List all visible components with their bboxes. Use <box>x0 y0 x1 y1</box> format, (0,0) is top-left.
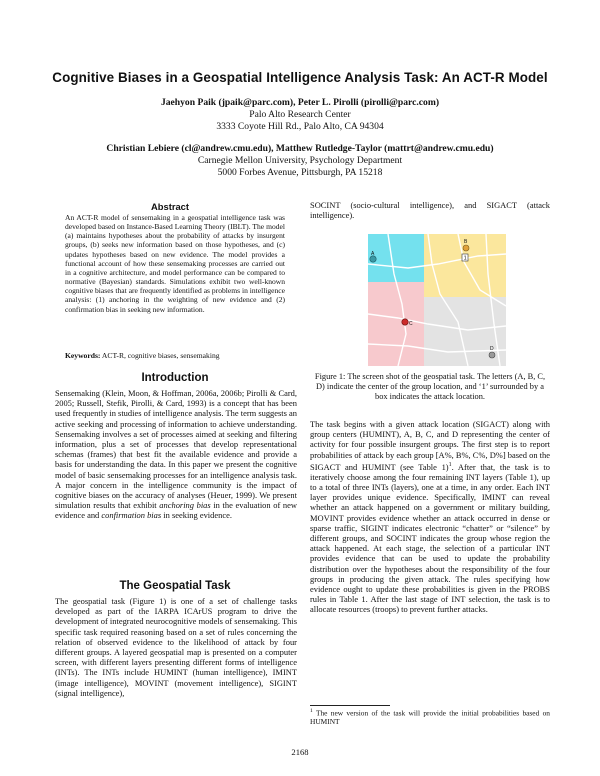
abstract-heading: Abstract <box>150 201 190 212</box>
affiliation-1-line-2: 3333 Coyote Hill Rd., Palo Alto, CA 94304 <box>216 121 384 132</box>
footnote <box>310 707 550 726</box>
footnote-text: The new version of the task will provide the initial probabilities based on HUMINT <box>310 708 550 727</box>
intro-text-a: Sensemaking (Klein, Moon, & Hoffman, 2006a, 2006b; Pirolli & Card, 2005; Russell, Stefik, Pirolli, & Card, 1993) is a concept that has been used frequently in studies of intelligence analysis. The term suggests an active seeking and processing of information to achieve understanding. Sensemaking involves a set of processes aimed at seeking and filtering information, plus a set of processes that develop representational schemas (frames) that best fit the available evidence and provide a basis for understanding the data. In this paper we present the cognitive model of basic sensemaking processes for an intelligence analysis task. A major concern in the intelligence community is the impact of cognitive biases on the accuracy of analyses (Heuer, 1999). We present simulation results that exhibit <box>55 388 297 511</box>
figure-1-map <box>368 234 506 366</box>
geospatial-task-text: The geospatial task (Figure 1) is one of a set of challenge tasks developed as part of the IARPA ICArUS program to drive the development of integrated neurocognitive models of sensemaking. This specific task required reasoning based on a set of rules concerning the relation of observed evidence to the likelihood of attack by four different groups. A layered geospatial map is presented on a computer screen, with different layers presenting different forms of intelligence (INTs). The INTs include HUMINT (human intelligence), IMINT (image intelligence), MOVINT (movement intelligence), SIGINT (signal intelligence), <box>55 596 297 698</box>
attack-location-label: 1 <box>463 255 467 262</box>
right-continuation: SOCINT (socio-cultural intelligence), and SIGACT (attack intelligence). <box>310 200 550 221</box>
abstract-text: An ACT-R model of sensemaking in a geospatial intelligence task was developed based on Instance-Based Learning Theory (IBLT). The model (a) maintains hypotheses about the probability of attacks by insurgent groups, (b) seeks new information based on those hypotheses, and (c) updates hypotheses based on new evidence. The model provides a functional account of how these sensemaking processes are carried out in a cognitive architecture, and model performance can be compared to normative (Bayesian) standards. Simulations exhibit two well-known cognitive biases that are frequently identified as problems in intelligence analysis: (1) anchoring in the weighting of new evidence and (2) confirmation bias in seeking new information. <box>65 213 285 314</box>
geospatial-map-svg <box>368 234 506 366</box>
group-a-label: A <box>371 251 375 257</box>
authors-line-1: Jaehyon Paik (jpaik@parc.com), Peter L. Pirolli (pirolli@parc.com) <box>160 97 440 108</box>
authors-line-2: Christian Lebiere (cl@andrew.cmu.edu), Matthew Rutledge-Taylor (mattrt@andrew.cmu.edu) <box>106 143 494 154</box>
intro-emphasis-anchoring: anchoring bias <box>159 500 211 511</box>
footnote-reference: 1 <box>448 461 452 468</box>
intro-text-c: in seeking evidence. <box>163 510 232 521</box>
geospatial-task-heading: The Geospatial Task <box>119 580 231 592</box>
task-description <box>310 419 550 615</box>
group-c-marker <box>402 319 408 325</box>
intro-text-b: in the evaluation of new evidence and <box>55 500 297 521</box>
page-number: 2168 <box>291 747 309 757</box>
footnote-mark: 1 <box>310 708 313 714</box>
keywords-label: Keywords: <box>65 351 101 360</box>
task-text-b: . After that, the task is to iteratively choose among the four remaining INT layers (Table 1), up to a total of three INTs (layers), one at a time, in any order. Each INT layer provides unique evidence. Specifically, IMINT can reveal whether an attack happened on a government or military building, MOVINT provides evidence whether an attack occurred in dense or sparse traffic, SIGINT indicates electronic “chatter” or “silence” by different groups, and SOCINT indicates the group whose region the attack happened. At each stage, the selection of a particular INT provides evidence that can be used to update the probability distribution over the hypotheses about the responsibility of the four groups in producing the given attack. The rules specifying how evidence ought to update these probabilities is given in the PROBS rules in Table 1. After the last stage of INT selection, the task is to allocate resources (troops) to prevent further attacks. <box>310 461 550 615</box>
affiliation-2-line-2: 5000 Forbes Avenue, Pittsburgh, PA 15218 <box>217 167 383 178</box>
region-cyan <box>368 234 424 282</box>
group-b-marker <box>463 245 469 251</box>
affiliation-1-line-1: Palo Alto Research Center <box>249 109 351 120</box>
affiliation-2-line-1: Carnegie Mellon University, Psychology Department <box>197 155 403 166</box>
group-b-label: B <box>464 239 468 245</box>
figure-1-caption: Figure 1: The screen shot of the geospatial task. The letters (A, B, C, D) indicate the center of the group location, and ‘1’ surrounded by a box indicates the attack location. <box>314 372 546 402</box>
task-text-a: The task begins with a given attack location (SIGACT) along with group centers (HUMINT), A, B, C, and D representing the center of activity for four possible insurgent groups. The first step is to report probabilities of attack by each group [A%, B%, C%, D%] based on the SIGACT and HUMINT (see Table 1) <box>310 419 550 472</box>
introduction-heading: Introduction <box>141 372 209 384</box>
keywords-list: ACT-R, cognitive biases, sensemaking <box>101 351 220 360</box>
introduction-text <box>55 388 297 521</box>
group-d-label: D <box>490 346 494 352</box>
region-pink <box>368 282 424 366</box>
paper-title: Cognitive Biases in a Geospatial Intelligence Analysis Task: An ACT-R Model <box>52 70 548 85</box>
keywords <box>65 351 285 360</box>
group-d-marker <box>489 352 495 358</box>
footnote-rule <box>310 705 390 706</box>
group-c-label: C <box>409 321 413 327</box>
intro-emphasis-confirmation: confirmation bias <box>101 510 162 521</box>
